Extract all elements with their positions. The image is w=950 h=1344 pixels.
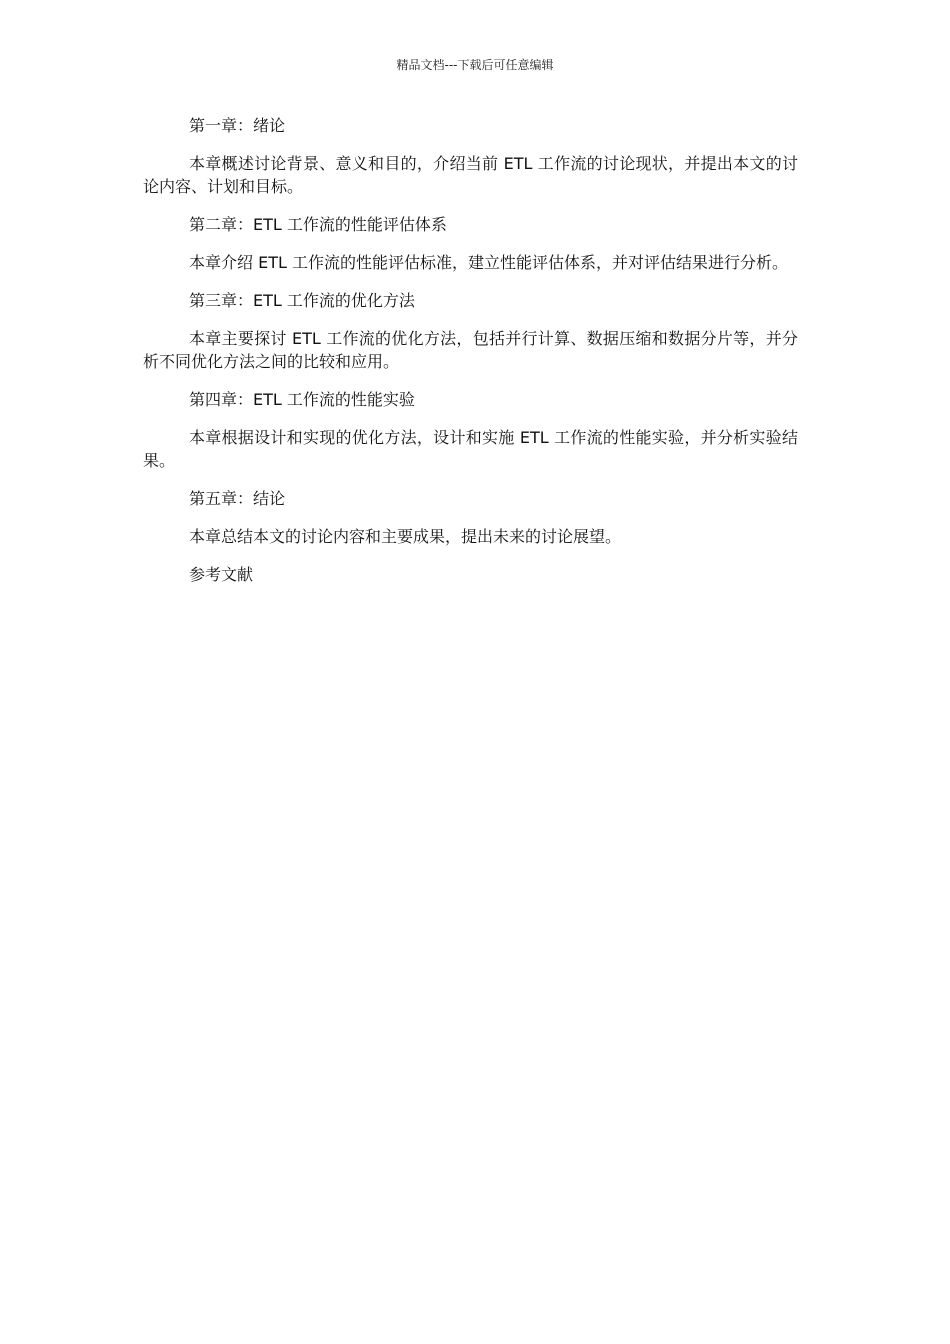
chapter-4-summary: 本章根据设计和实现的优化方法，设计和实施 ETL 工作流的性能实验，并分析实验结果。 [143, 428, 798, 470]
chapter-1-heading: 第一章：绪论 [189, 116, 286, 135]
chapter-3-summary: 本章主要探讨 ETL 工作流的优化方法，包括并行计算、数据压缩和数据分片等，并分析不同优化方法之间的比较和应用。 [143, 329, 798, 371]
chapter-5-heading: 第五章：结论 [189, 489, 286, 508]
chapter-2-heading: 第二章：ETL 工作流的性能评估体系 [189, 215, 447, 234]
references-heading: 参考文献 [189, 565, 254, 584]
chapter-1-summary: 本章概述讨论背景、意义和目的，介绍当前 ETL 工作流的讨论现状，并提出本文的讨论内容、计划和目标。 [143, 154, 798, 196]
chapter-5-summary: 本章总结本文的讨论内容和主要成果，提出未来的讨论展望。 [189, 527, 622, 546]
chapter-2-summary: 本章介绍 ETL 工作流的性能评估标准，建立性能评估体系，并对评估结果进行分析。 [189, 253, 788, 272]
page-header: 精品文档---下载后可任意编辑 [396, 58, 554, 72]
chapter-4-heading: 第四章：ETL 工作流的性能实验 [189, 390, 415, 409]
chapter-3-heading: 第三章：ETL 工作流的优化方法 [189, 291, 415, 310]
document-body [143, 114, 798, 601]
